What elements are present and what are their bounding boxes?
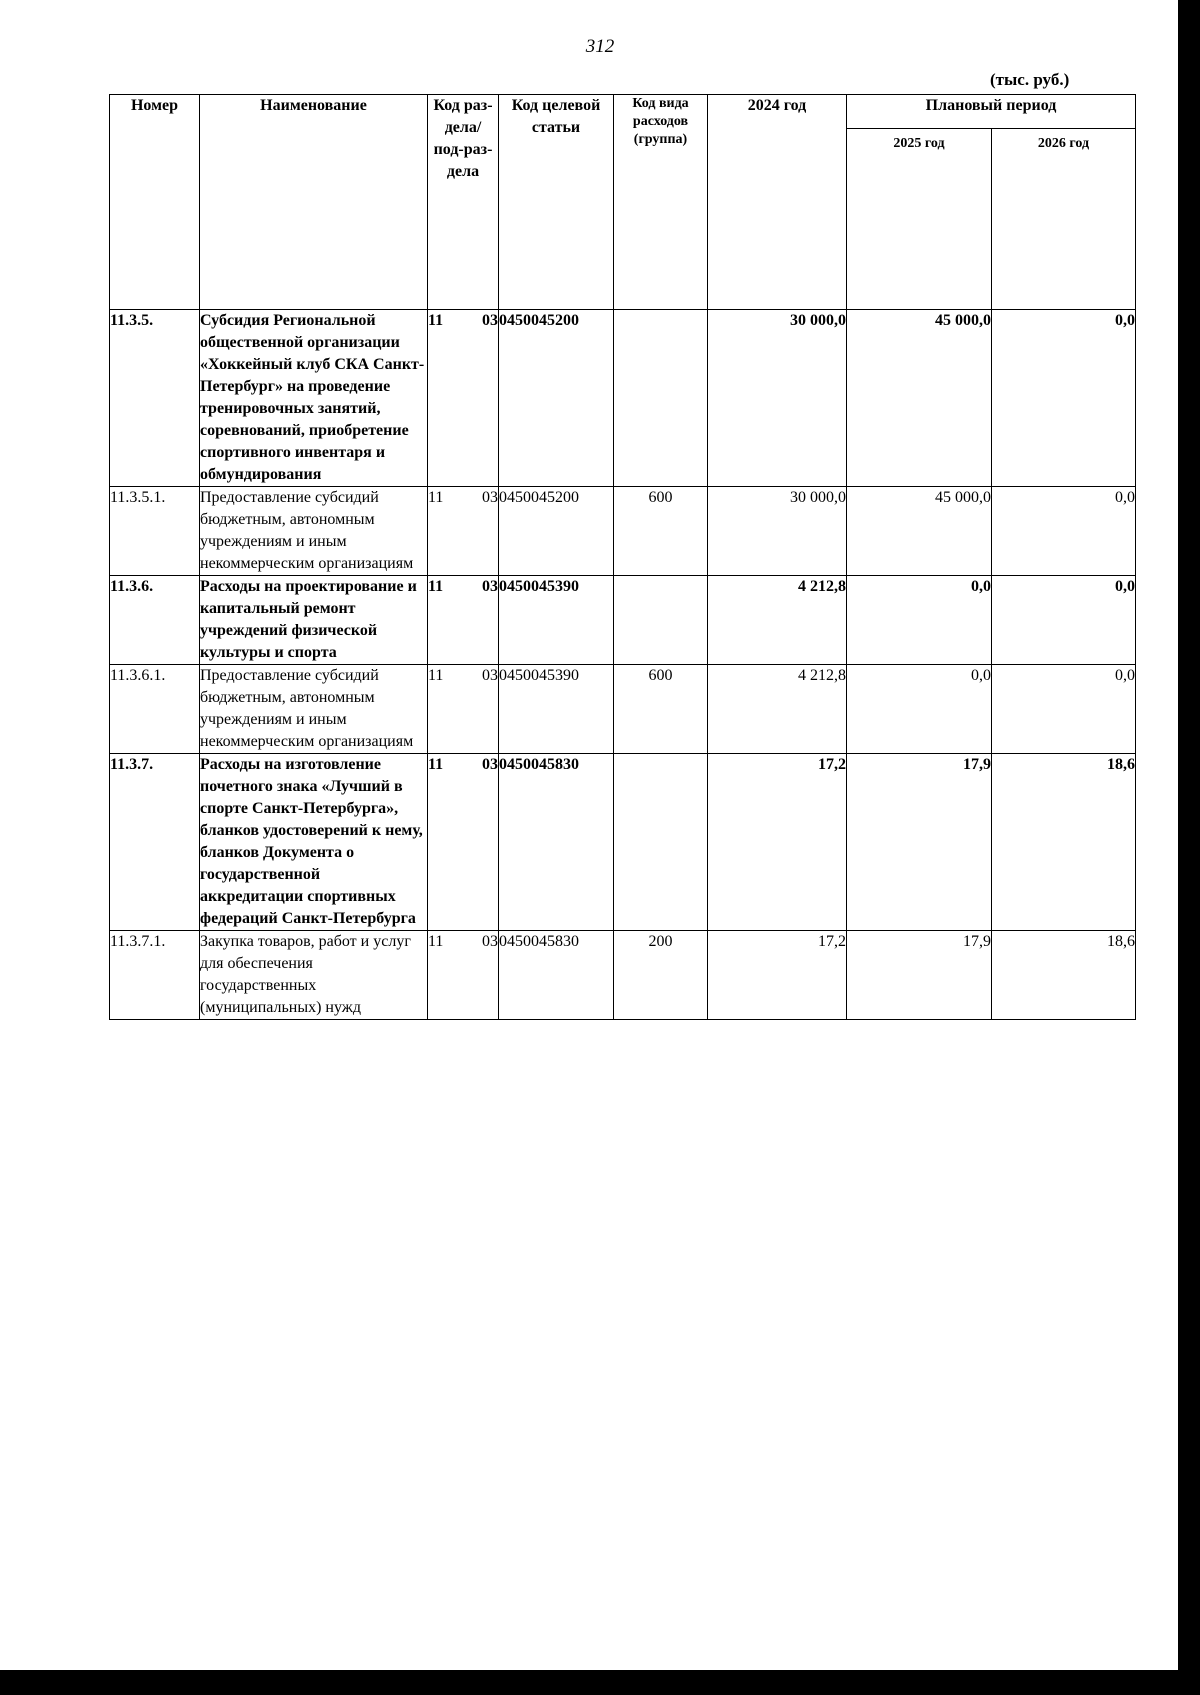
row-amount-2025: 0,0 — [847, 665, 992, 754]
table-row — [110, 665, 1136, 754]
row-section-code — [428, 310, 499, 487]
table-row — [110, 754, 1136, 931]
budget-table — [109, 94, 1136, 1020]
scan-border-bottom — [0, 1670, 1200, 1695]
row-amount-2026: 0,0 — [992, 665, 1136, 754]
row-name: Предоставление субсидий бюджетным, автономным учреждениям и иным некоммерческим организациям — [200, 665, 428, 754]
table-row — [110, 487, 1136, 576]
header-2026-label: 2026 год — [1037, 136, 1090, 151]
row-section-code — [428, 487, 499, 576]
row-amount-2024: 17,2 — [708, 931, 847, 1020]
header-name: Наименование — [200, 95, 428, 310]
table-row — [110, 931, 1136, 1020]
row-amount-2025: 17,9 — [847, 754, 992, 931]
row-name: Субсидия Региональной общественной организации «Хоккейный клуб СКА Санкт-Петербург» на проведение тренировочных занятий, соревнований, приобретение спортивного инвентаря и обмундирования — [200, 310, 428, 487]
row-amount-2026: 0,0 — [992, 576, 1136, 665]
row-kind-code — [614, 754, 708, 931]
row-number: 11.3.6. — [110, 576, 200, 665]
podrazdel-code: 03 — [482, 489, 498, 506]
row-amount-2026: 18,6 — [992, 754, 1136, 931]
scan-border-right — [1178, 0, 1200, 1695]
header-2025-label: 2025 год — [893, 136, 945, 151]
row-kind-code: 600 — [614, 487, 708, 576]
row-number: 11.3.7.1. — [110, 931, 200, 1020]
row-kind-code — [614, 310, 708, 487]
row-amount-2024: 4 212,8 — [708, 665, 847, 754]
row-target-code: 0450045390 — [499, 576, 614, 665]
podrazdel-code: 03 — [482, 578, 498, 595]
row-target-code: 0450045200 — [499, 310, 614, 487]
units-label: (тыс. руб.) — [990, 70, 1070, 89]
podrazdel-code: 03 — [482, 312, 498, 329]
row-target-code: 0450045200 — [499, 487, 614, 576]
row-number: 11.3.7. — [110, 754, 200, 931]
row-kind-code — [614, 576, 708, 665]
row-section-code — [428, 931, 499, 1020]
row-name: Расходы на проектирование и капитальный ремонт учреждений физической культуры и спорта — [200, 576, 428, 665]
row-amount-2025: 17,9 — [847, 931, 992, 1020]
row-number: 11.3.6.1. — [110, 665, 200, 754]
row-kind-code: 200 — [614, 931, 708, 1020]
row-target-code: 0450045830 — [499, 931, 614, 1020]
row-name: Предоставление субсидий бюджетным, автономным учреждениям и иным некоммерческим организациям — [200, 487, 428, 576]
header-2025 — [847, 129, 992, 310]
row-amount-2026: 0,0 — [992, 487, 1136, 576]
row-number: 11.3.5.1. — [110, 487, 200, 576]
row-target-code: 0450045830 — [499, 754, 614, 931]
row-number: 11.3.5. — [110, 310, 200, 487]
header-section: Код раз-дела/ под-раз-дела — [428, 95, 499, 310]
razdel-code: 11 — [428, 756, 444, 773]
header-2024: 2024 год — [708, 95, 847, 310]
row-amount-2024: 30 000,0 — [708, 310, 847, 487]
header-planning-period: Плановый период — [847, 95, 1136, 129]
table-row — [110, 310, 1136, 487]
header-target: Код целевой статьи — [499, 95, 614, 310]
row-amount-2025: 0,0 — [847, 576, 992, 665]
header-2026 — [992, 129, 1136, 310]
podrazdel-code: 03 — [482, 933, 498, 950]
row-section-code — [428, 754, 499, 931]
row-amount-2026: 0,0 — [992, 310, 1136, 487]
row-amount-2024: 4 212,8 — [708, 576, 847, 665]
header-number: Номер — [110, 95, 200, 310]
table-row — [110, 576, 1136, 665]
row-amount-2024: 30 000,0 — [708, 487, 847, 576]
row-kind-code: 600 — [614, 665, 708, 754]
row-section-code — [428, 576, 499, 665]
podrazdel-code: 03 — [482, 756, 498, 773]
row-name: Закупка товаров, работ и услуг для обеспечения государственных (муниципальных) нужд — [200, 931, 428, 1020]
row-target-code: 0450045390 — [499, 665, 614, 754]
razdel-code: 11 — [428, 489, 444, 506]
razdel-code: 11 — [428, 667, 444, 684]
row-amount-2025: 45 000,0 — [847, 310, 992, 487]
row-name: Расходы на изготовление почетного знака «Лучший в спорте Санкт-Петербурга», бланков удостоверений к нему, бланков Документа о государственной аккредитации спортивных федераций Санкт-Петербурга — [200, 754, 428, 931]
row-amount-2025: 45 000,0 — [847, 487, 992, 576]
row-section-code — [428, 665, 499, 754]
row-amount-2026: 18,6 — [992, 931, 1136, 1020]
header-kind: Код вида расходов (группа) — [614, 95, 708, 310]
razdel-code: 11 — [428, 933, 444, 950]
page-number: 312 — [585, 36, 615, 57]
row-amount-2024: 17,2 — [708, 754, 847, 931]
razdel-code: 11 — [428, 312, 444, 329]
podrazdel-code: 03 — [482, 667, 498, 684]
razdel-code: 11 — [428, 578, 444, 595]
